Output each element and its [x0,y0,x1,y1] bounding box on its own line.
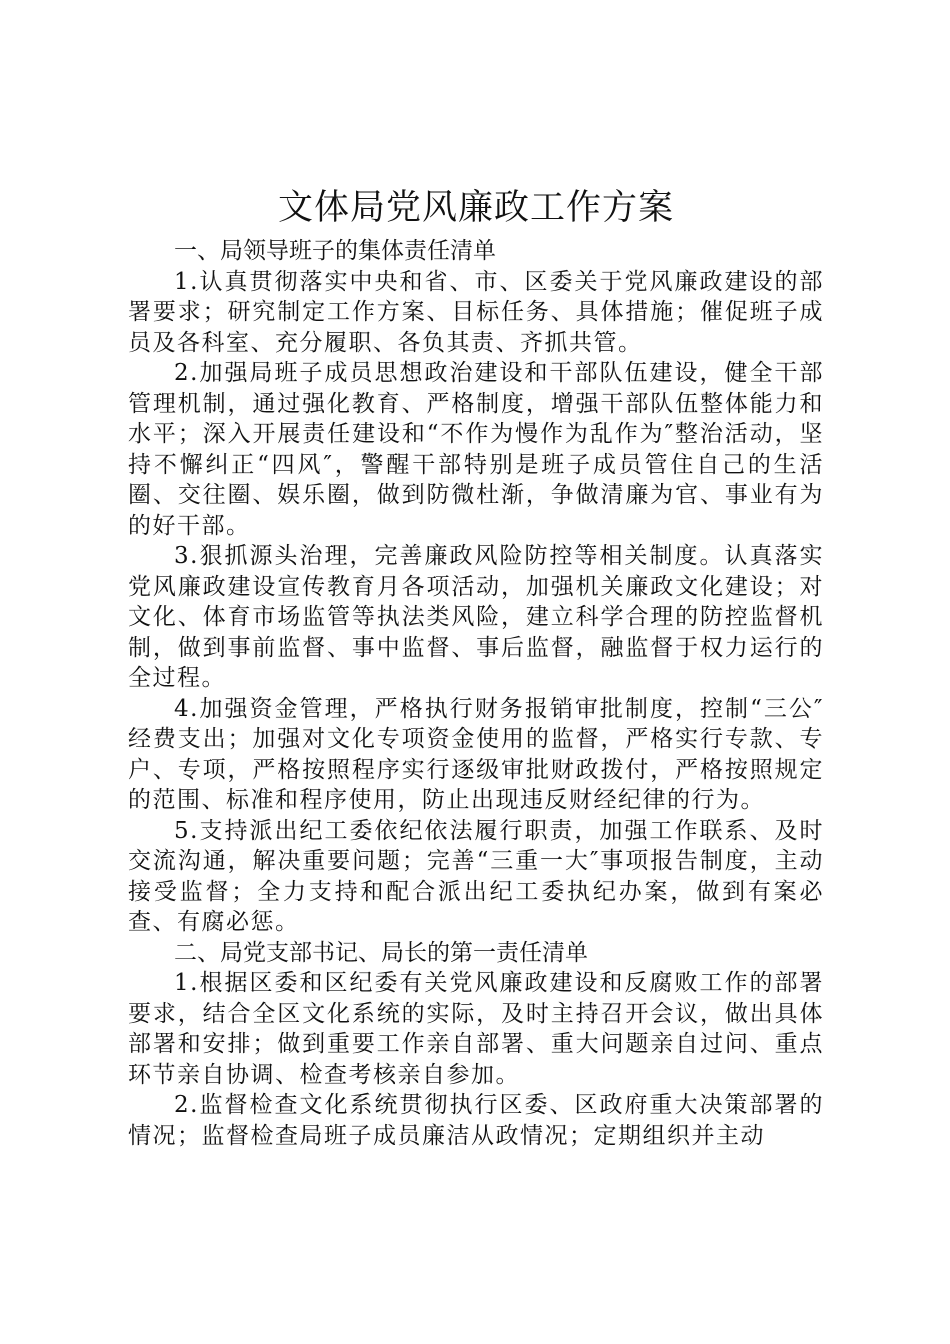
section-heading: 一、局领导班子的集体责任清单 [174,238,496,264]
section-heading: 二、局党支部书记、局长的第一责任清单 [174,939,588,966]
document-title: 文体局党风廉政工作方案 [277,188,674,228]
paragraph: 3.狠抓源头治理，完善廉政风险防控等相关制度。认真落实党风廉政建设宣传教育月各项活动，加强机关廉政文化建设；对文化、体育市场监管等执法类风险，建立科学合理的防控监督机制，做到事前监督、事中监督、事后监督，融监督于权力运行的全过程。 [128,543,824,691]
paragraph: 5.支持派出纪工委依纪依法履行职责，加强工作联系、及时交流沟通，解决重要问题；完善“三重一大″事项报告制度，主动接受监督；全力支持和配合派出纪工委执纪办案，做到有案必查、有腐必惩。 [128,817,824,935]
section-2 [128,938,824,1152]
paragraph: 1.根据区委和区纪委有关党风廉政建设和反腐败工作的部署要求，结合全区文化系统的实际，及时主持召开会议，做出具体部署和安排；做到重要工作亲自部署、重大问题亲自过问、重点环节亲自协调、检查考核亲自参加。 [128,970,824,1088]
document-page [128,182,824,1151]
paragraph: 1.认真贯彻落实中央和省、市、区委关于党风廉政建设的部署要求；研究制定工作方案、目标任务、具体措施；催促班子成员及各科室、充分履职、各负其责、齐抓共管。 [128,268,824,356]
section-1 [128,236,824,938]
paragraph: 2.监督检查文化系统贯彻执行区委、区政府重大决策部署的情况；监督检查局班子成员廉洁从政情况；定期组织并主动 [128,1092,824,1149]
paragraph: 2.加强局班子成员思想政治建设和干部队伍建设，健全干部管理机制，通过强化教育、严格制度，增强干部队伍整体能力和水平；深入开展责任建设和“不作为慢作为乱作为″整治活动，坚持不懈纠正“四风″，警醒干部特别是班子成员管住自己的生活圈、交往圈、娱乐圈，做到防微杜渐，争做清廉为官、事业有为的好干部。 [128,360,824,539]
paragraph: 4.加强资金管理，严格执行财务报销审批制度，控制“三公″经费支出；加强对文化专项资金使用的监督，严格实行专款、专户、专项，严格按照程序实行逐级审批财政拨付，严格按照规定的范围、标准和程序使用，防止出现违反财经纪律的行为。 [128,695,824,813]
